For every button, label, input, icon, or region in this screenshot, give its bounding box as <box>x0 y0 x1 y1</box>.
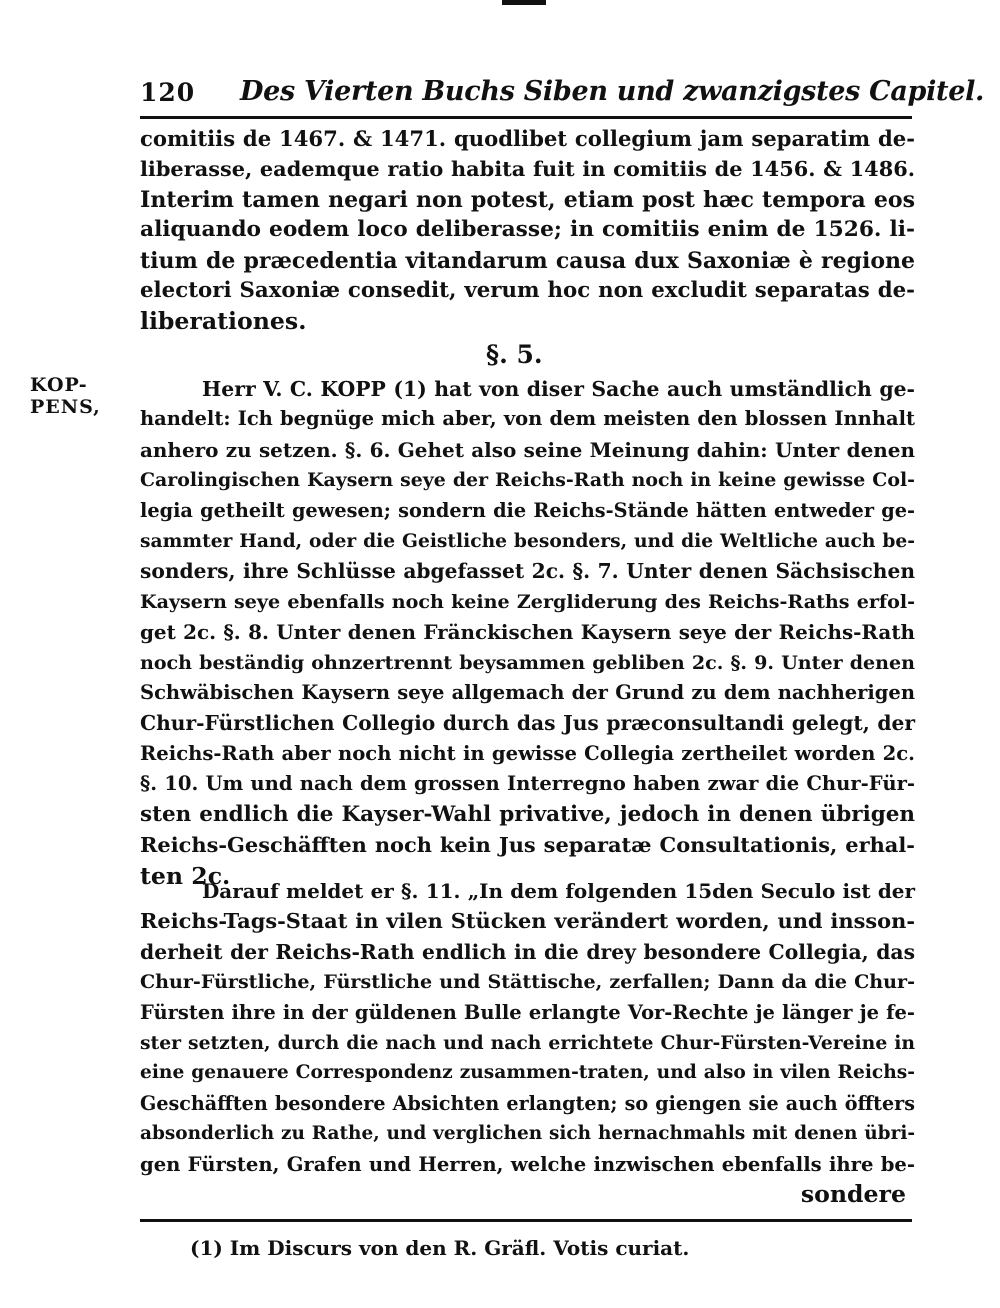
text-line: Chur-Fürstlichen Collegio durch das Jus præconsultandi gelegt, der <box>140 711 915 736</box>
text-line: legia getheilt gewesen; sondern die Reichs-Stände hätten entweder ge- <box>140 498 915 522</box>
text-line: ten 2c. <box>140 861 231 890</box>
text-line: Schwäbischen Kaysern seye allgemach der Grund zu dem nachherigen <box>140 681 915 705</box>
text-line: Kaysern seye ebenfalls noch keine Zergliderung des Reichs-Raths erfol- <box>140 589 915 613</box>
margin-note <box>30 374 101 418</box>
printer-mark <box>502 0 546 5</box>
text-line: Reichs-Rath aber noch nicht in gewisse Collegia zertheilet worden 2c. <box>140 741 915 765</box>
text-line: anhero zu setzen. §. 6. Gehet also seine Meinung dahin: Unter denen <box>140 437 915 462</box>
footnote-rule <box>140 1219 912 1222</box>
page-header <box>140 72 985 112</box>
text-line: get 2c. §. 8. Unter denen Fränckischen Kaysern seye der Reichs-Rath <box>140 620 915 645</box>
header-rule <box>140 116 912 119</box>
text-line: Chur-Fürstliche, Fürstliche und Stättische, zerfallen; Dann da die Chur- <box>140 971 915 994</box>
text-line: Interim tamen negari non potest, etiam post hæc tempora eos <box>140 186 915 213</box>
text-line: Geschäfften besondere Absichten erlangten; so giengen sie auch öffters <box>140 1091 915 1115</box>
text-line: noch beständig ohnzertrennt beysammen gebliben 2c. §. 9. Unter denen <box>140 651 915 674</box>
text-line: Carolingischen Kaysern seye der Reichs-Rath noch in keine gewisse Col- <box>140 469 915 492</box>
footnote: (1) Im Discurs von den R. Gräfl. Votis curiat. <box>190 1236 690 1260</box>
text-line: liberationes. <box>140 307 307 336</box>
paragraph-3 <box>140 876 915 1180</box>
text-line: liberasse, eademque ratio habita fuit in comitiis de 1456. & 1486. <box>140 156 915 182</box>
text-line: comitiis de 1467. & 1471. quodlibet collegium jam separatim de- <box>140 126 915 151</box>
paragraph-1 <box>140 124 915 337</box>
section-heading: §. 5. <box>486 340 543 369</box>
text-line: handelt: Ich begnüge mich aber, von dem meisten den blossen Innhalt <box>140 407 915 431</box>
text-line: Reichs-Geschäfften noch kein Jus separatæ Consultationis, erhal- <box>140 832 915 858</box>
text-line: derheit der Reichs-Rath endlich in die drey besondere Collegia, das <box>140 939 915 964</box>
paragraph-2 <box>140 374 915 891</box>
text-line: electori Saxoniæ consedit, verum hoc non excludit separatas de- <box>140 278 915 304</box>
text-line: Reichs-Tags-Staat in vilen Stücken verändert worden, und insson- <box>140 908 915 934</box>
text-line: ster setzten, durch die nach und nach errichtete Chur-Fürsten-Vereine in <box>140 1032 915 1055</box>
text-line: absonderlich zu Rathe, und verglichen sich hernachmahls mit denen übri- <box>140 1123 915 1145</box>
text-line: Darauf meldet er §. 11. „In dem folgenden 15den Seculo ist der <box>202 879 915 903</box>
catchword: sondere <box>800 1180 906 1208</box>
text-line: sammter Hand, oder die Geistliche besonders, und die Weltliche auch be- <box>140 530 915 553</box>
running-head: Des Vierten Buchs Siben und zwanzigstes Capitel. <box>240 76 985 107</box>
page-number: 120 <box>140 78 196 107</box>
margin-note-line: PENS, <box>30 396 101 418</box>
text-line: tium de præcedentia vitandarum causa dux Saxoniæ è regione <box>140 247 915 274</box>
text-line: eine genauere Correspondenz zusammen-traten, und also in vilen Reichs- <box>140 1062 915 1084</box>
text-line: aliquando eodem loco deliberasse; in comitiis enim de 1526. li- <box>140 217 915 243</box>
text-line: sonders, ihre Schlüsse abgefasset 2c. §. 7. Unter denen Sächsischen <box>140 559 915 584</box>
text-line: §. 10. Um und nach dem grossen Interregno haben zwar die Chur-Für- <box>140 772 915 796</box>
margin-note-line: KOP- <box>30 374 88 396</box>
text-line: Herr V. C. KOPP (1) hat von diser Sache auch umständlich ge- <box>202 377 915 401</box>
text-line: gen Fürsten, Grafen und Herren, welche inzwischen ebenfalls ihre be- <box>140 1152 915 1176</box>
text-line: sten endlich die Kayser-Wahl privative, jedoch in denen übrigen <box>140 801 915 827</box>
text-line: Fürsten ihre in der güldenen Bulle erlangte Vor-Rechte je länger je fe- <box>140 1000 915 1024</box>
